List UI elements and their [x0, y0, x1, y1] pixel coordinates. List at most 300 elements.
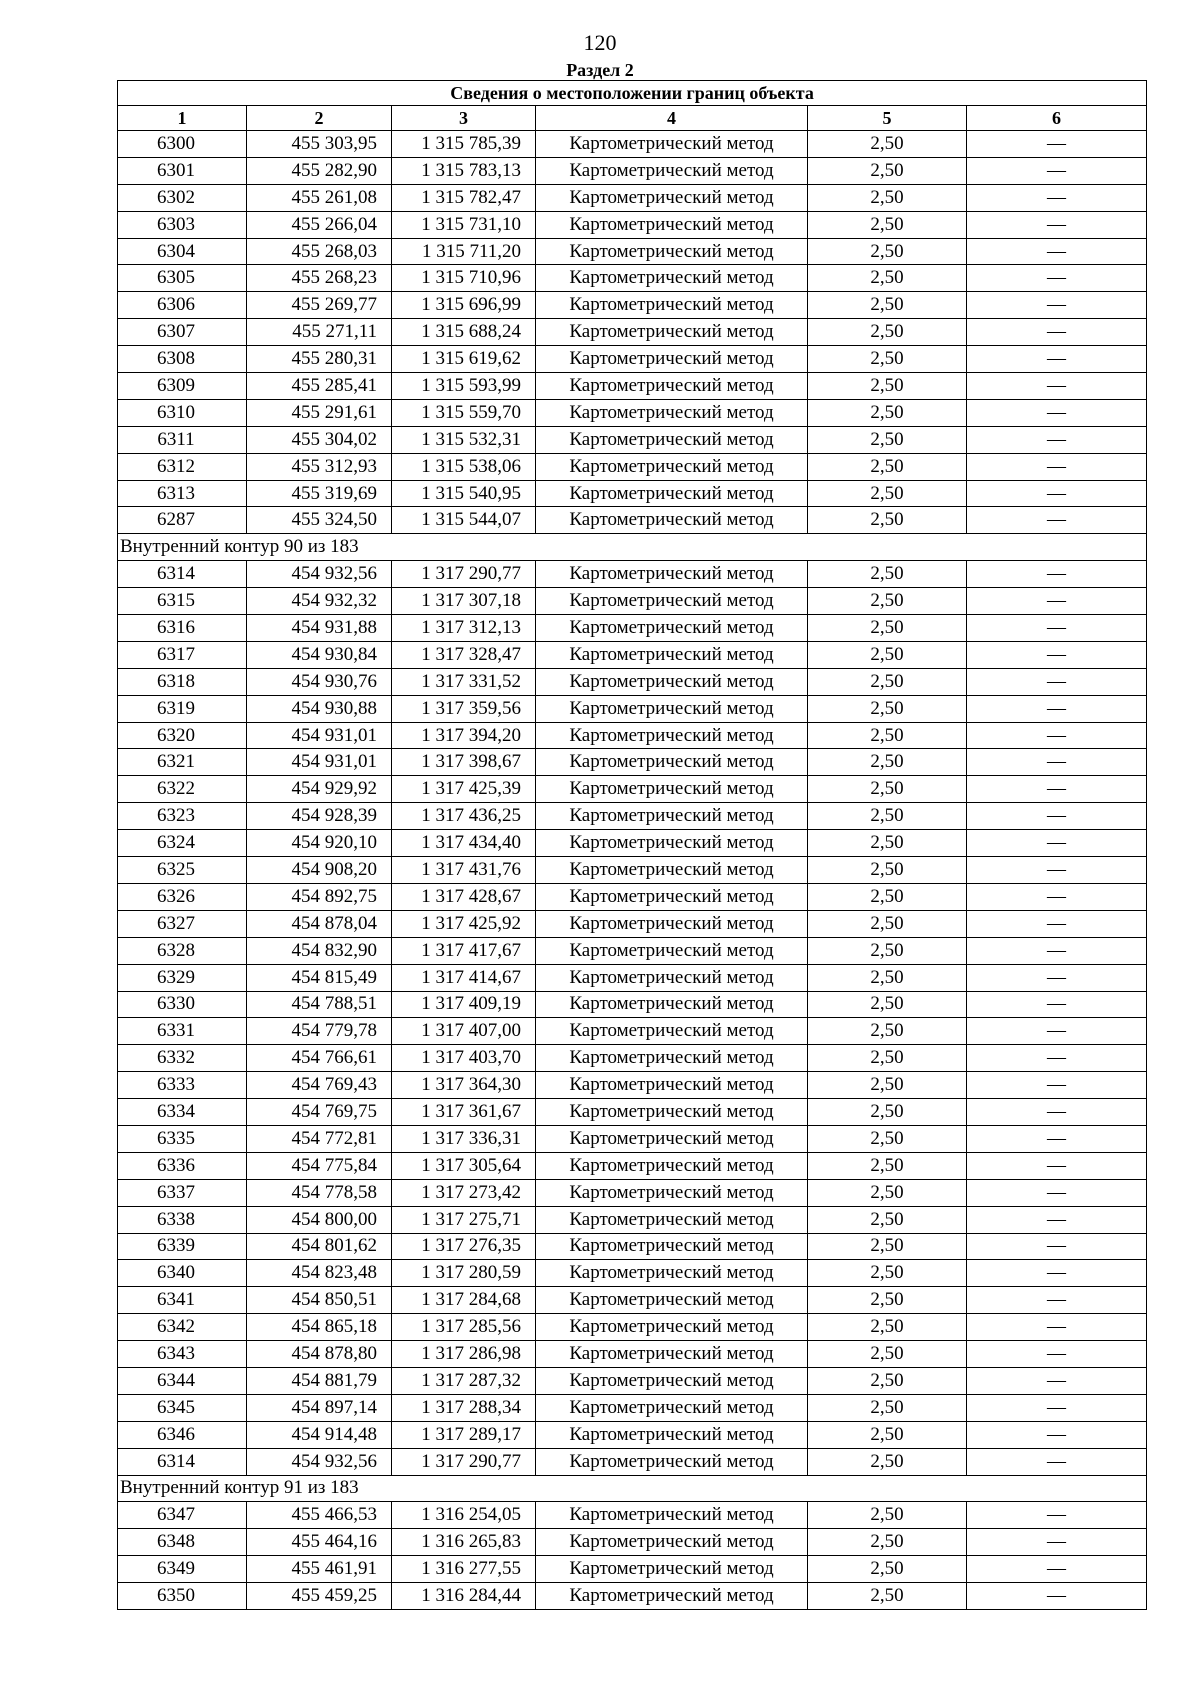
point-number-cell: 6339	[118, 1233, 247, 1260]
point-number-cell: 6350	[118, 1583, 247, 1610]
coord-y-cell: 1 317 436,25	[392, 803, 536, 830]
coord-y-cell: 1 317 409,19	[392, 991, 536, 1018]
description-cell: —	[967, 588, 1147, 615]
coord-y-cell: 1 317 285,56	[392, 1314, 536, 1341]
column-header: 6	[967, 106, 1147, 131]
method-cell: Картометрический метод	[536, 1045, 808, 1072]
method-cell: Картометрический метод	[536, 1556, 808, 1583]
table-header-row	[118, 106, 1147, 131]
description-cell: —	[967, 561, 1147, 588]
table-row	[118, 1583, 1147, 1610]
contour-label: Внутренний контур 91 из 183	[118, 1475, 1147, 1502]
coord-y-cell: 1 317 290,77	[392, 561, 536, 588]
point-number-cell: 6330	[118, 991, 247, 1018]
coord-y-cell: 1 317 414,67	[392, 964, 536, 991]
table-row	[118, 776, 1147, 803]
table-body	[118, 81, 1147, 1610]
table-row	[118, 238, 1147, 265]
description-cell: —	[967, 1421, 1147, 1448]
precision-cell: 2,50	[808, 1099, 967, 1126]
coord-y-cell: 1 317 331,52	[392, 668, 536, 695]
precision-cell: 2,50	[808, 1045, 967, 1072]
coord-y-cell: 1 315 782,47	[392, 184, 536, 211]
coord-x-cell: 454 931,88	[247, 615, 392, 642]
precision-cell: 2,50	[808, 131, 967, 158]
coord-y-cell: 1 317 428,67	[392, 883, 536, 910]
coord-x-cell: 454 929,92	[247, 776, 392, 803]
table-row	[118, 695, 1147, 722]
coord-y-cell: 1 317 286,98	[392, 1341, 536, 1368]
precision-cell: 2,50	[808, 1125, 967, 1152]
precision-cell: 2,50	[808, 1018, 967, 1045]
coord-x-cell: 454 769,43	[247, 1072, 392, 1099]
point-number-cell: 6309	[118, 373, 247, 400]
method-cell: Картометрический метод	[536, 964, 808, 991]
point-number-cell: 6332	[118, 1045, 247, 1072]
coord-x-cell: 454 769,75	[247, 1099, 392, 1126]
table-row	[118, 373, 1147, 400]
coord-x-cell: 454 930,76	[247, 668, 392, 695]
precision-cell: 2,50	[808, 749, 967, 776]
precision-cell: 2,50	[808, 1072, 967, 1099]
point-number-cell: 6321	[118, 749, 247, 776]
column-header: 5	[808, 106, 967, 131]
table-row	[118, 668, 1147, 695]
table-row	[118, 1341, 1147, 1368]
table-row	[118, 803, 1147, 830]
point-number-cell: 6307	[118, 319, 247, 346]
table-row	[118, 507, 1147, 534]
table-row	[118, 1099, 1147, 1126]
method-cell: Картометрический метод	[536, 184, 808, 211]
coord-x-cell: 454 932,56	[247, 1448, 392, 1475]
coord-x-cell: 454 897,14	[247, 1394, 392, 1421]
point-number-cell: 6349	[118, 1556, 247, 1583]
coord-y-cell: 1 317 288,34	[392, 1394, 536, 1421]
table-row	[118, 319, 1147, 346]
point-number-cell: 6336	[118, 1152, 247, 1179]
precision-cell: 2,50	[808, 426, 967, 453]
method-cell: Картометрический метод	[536, 641, 808, 668]
description-cell: —	[967, 641, 1147, 668]
point-number-cell: 6348	[118, 1529, 247, 1556]
point-number-cell: 6331	[118, 1018, 247, 1045]
coord-x-cell: 454 878,80	[247, 1341, 392, 1368]
coord-y-cell: 1 317 312,13	[392, 615, 536, 642]
precision-cell: 2,50	[808, 292, 967, 319]
method-cell: Картометрический метод	[536, 1287, 808, 1314]
method-cell: Картометрический метод	[536, 1367, 808, 1394]
precision-cell: 2,50	[808, 1260, 967, 1287]
coord-x-cell: 455 464,16	[247, 1529, 392, 1556]
precision-cell: 2,50	[808, 1341, 967, 1368]
precision-cell: 2,50	[808, 373, 967, 400]
method-cell: Картометрический метод	[536, 319, 808, 346]
point-number-cell: 6314	[118, 561, 247, 588]
method-cell: Картометрический метод	[536, 131, 808, 158]
coord-x-cell: 455 282,90	[247, 157, 392, 184]
precision-cell: 2,50	[808, 184, 967, 211]
coord-x-cell: 455 459,25	[247, 1583, 392, 1610]
coord-y-cell: 1 315 688,24	[392, 319, 536, 346]
precision-cell: 2,50	[808, 1502, 967, 1529]
description-cell: —	[967, 184, 1147, 211]
point-number-cell: 6344	[118, 1367, 247, 1394]
method-cell: Картометрический метод	[536, 1260, 808, 1287]
precision-cell: 2,50	[808, 830, 967, 857]
precision-cell: 2,50	[808, 1206, 967, 1233]
description-cell: —	[967, 238, 1147, 265]
coord-x-cell: 455 268,23	[247, 265, 392, 292]
coord-y-cell: 1 315 731,10	[392, 211, 536, 238]
table-caption-row	[118, 81, 1147, 106]
table-row	[118, 749, 1147, 776]
method-cell: Картометрический метод	[536, 453, 808, 480]
method-cell: Картометрический метод	[536, 588, 808, 615]
precision-cell: 2,50	[808, 615, 967, 642]
contour-row	[118, 534, 1147, 561]
contour-row	[118, 1475, 1147, 1502]
method-cell: Картометрический метод	[536, 507, 808, 534]
coord-y-cell: 1 315 619,62	[392, 346, 536, 373]
point-number-cell: 6326	[118, 883, 247, 910]
precision-cell: 2,50	[808, 211, 967, 238]
point-number-cell: 6319	[118, 695, 247, 722]
description-cell: —	[967, 1206, 1147, 1233]
precision-cell: 2,50	[808, 695, 967, 722]
description-cell: —	[967, 1583, 1147, 1610]
coord-x-cell: 454 801,62	[247, 1233, 392, 1260]
coord-x-cell: 455 303,95	[247, 131, 392, 158]
point-number-cell: 6314	[118, 1448, 247, 1475]
coord-y-cell: 1 317 307,18	[392, 588, 536, 615]
precision-cell: 2,50	[808, 1287, 967, 1314]
point-number-cell: 6342	[118, 1314, 247, 1341]
method-cell: Картометрический метод	[536, 480, 808, 507]
coord-x-cell: 454 878,04	[247, 910, 392, 937]
point-number-cell: 6316	[118, 615, 247, 642]
precision-cell: 2,50	[808, 588, 967, 615]
coord-y-cell: 1 315 544,07	[392, 507, 536, 534]
method-cell: Картометрический метод	[536, 1206, 808, 1233]
description-cell: —	[967, 964, 1147, 991]
coord-y-cell: 1 315 783,13	[392, 157, 536, 184]
coord-x-cell: 454 779,78	[247, 1018, 392, 1045]
table-row	[118, 615, 1147, 642]
coord-y-cell: 1 315 696,99	[392, 292, 536, 319]
table-row	[118, 1367, 1147, 1394]
section-title: Раздел 2	[566, 60, 634, 80]
point-number-cell: 6287	[118, 507, 247, 534]
point-number-cell: 6308	[118, 346, 247, 373]
column-header: 3	[392, 106, 536, 131]
coord-y-cell: 1 316 254,05	[392, 1502, 536, 1529]
method-cell: Картометрический метод	[536, 695, 808, 722]
method-cell: Картометрический метод	[536, 776, 808, 803]
point-number-cell: 6311	[118, 426, 247, 453]
coord-y-cell: 1 315 593,99	[392, 373, 536, 400]
table-row	[118, 453, 1147, 480]
coord-x-cell: 455 269,77	[247, 292, 392, 319]
point-number-cell: 6312	[118, 453, 247, 480]
precision-cell: 2,50	[808, 319, 967, 346]
precision-cell: 2,50	[808, 1179, 967, 1206]
coord-y-cell: 1 317 431,76	[392, 857, 536, 884]
table-row	[118, 131, 1147, 158]
column-header: 4	[536, 106, 808, 131]
coord-y-cell: 1 317 290,77	[392, 1448, 536, 1475]
method-cell: Картометрический метод	[536, 561, 808, 588]
contour-label: Внутренний контур 90 из 183	[118, 534, 1147, 561]
precision-cell: 2,50	[808, 507, 967, 534]
table-row	[118, 1314, 1147, 1341]
method-cell: Картометрический метод	[536, 211, 808, 238]
precision-cell: 2,50	[808, 453, 967, 480]
method-cell: Картометрический метод	[536, 830, 808, 857]
point-number-cell: 6343	[118, 1341, 247, 1368]
point-number-cell: 6310	[118, 399, 247, 426]
method-cell: Картометрический метод	[536, 426, 808, 453]
description-cell: —	[967, 1394, 1147, 1421]
coord-x-cell: 454 931,01	[247, 749, 392, 776]
description-cell: —	[967, 668, 1147, 695]
precision-cell: 2,50	[808, 561, 967, 588]
description-cell: —	[967, 292, 1147, 319]
description-cell: —	[967, 157, 1147, 184]
description-cell: —	[967, 910, 1147, 937]
table-row	[118, 184, 1147, 211]
method-cell: Картометрический метод	[536, 1314, 808, 1341]
description-cell: —	[967, 346, 1147, 373]
description-cell: —	[967, 1233, 1147, 1260]
coord-y-cell: 1 317 407,00	[392, 1018, 536, 1045]
point-number-cell: 6328	[118, 937, 247, 964]
method-cell: Картометрический метод	[536, 1233, 808, 1260]
coord-x-cell: 454 914,48	[247, 1421, 392, 1448]
column-header: 2	[247, 106, 392, 131]
coord-x-cell: 455 312,93	[247, 453, 392, 480]
precision-cell: 2,50	[808, 265, 967, 292]
table-row	[118, 1152, 1147, 1179]
method-cell: Картометрический метод	[536, 1583, 808, 1610]
coord-x-cell: 454 788,51	[247, 991, 392, 1018]
coord-x-cell: 454 772,81	[247, 1125, 392, 1152]
table-row	[118, 1206, 1147, 1233]
description-cell: —	[967, 399, 1147, 426]
precision-cell: 2,50	[808, 480, 967, 507]
table-row	[118, 910, 1147, 937]
method-cell: Картометрический метод	[536, 1529, 808, 1556]
point-number-cell: 6320	[118, 722, 247, 749]
table-caption: Сведения о местоположении границ объекта	[118, 81, 1147, 106]
table-row	[118, 722, 1147, 749]
method-cell: Картометрический метод	[536, 1125, 808, 1152]
point-number-cell: 6302	[118, 184, 247, 211]
coord-y-cell: 1 317 284,68	[392, 1287, 536, 1314]
coord-x-cell: 454 932,32	[247, 588, 392, 615]
coord-x-cell: 454 930,84	[247, 641, 392, 668]
table-row	[118, 641, 1147, 668]
description-cell: —	[967, 1045, 1147, 1072]
method-cell: Картометрический метод	[536, 857, 808, 884]
table-row	[118, 346, 1147, 373]
coord-x-cell: 454 931,01	[247, 722, 392, 749]
table-row	[118, 1394, 1147, 1421]
precision-cell: 2,50	[808, 238, 967, 265]
precision-cell: 2,50	[808, 641, 967, 668]
precision-cell: 2,50	[808, 991, 967, 1018]
method-cell: Картометрический метод	[536, 910, 808, 937]
method-cell: Картометрический метод	[536, 1072, 808, 1099]
description-cell: —	[967, 265, 1147, 292]
coord-y-cell: 1 315 710,96	[392, 265, 536, 292]
point-number-cell: 6337	[118, 1179, 247, 1206]
description-cell: —	[967, 1072, 1147, 1099]
description-cell: —	[967, 830, 1147, 857]
coord-y-cell: 1 317 398,67	[392, 749, 536, 776]
coord-x-cell: 455 324,50	[247, 507, 392, 534]
precision-cell: 2,50	[808, 346, 967, 373]
coord-y-cell: 1 317 273,42	[392, 1179, 536, 1206]
description-cell: —	[967, 1099, 1147, 1126]
method-cell: Картометрический метод	[536, 1179, 808, 1206]
method-cell: Картометрический метод	[536, 668, 808, 695]
coord-y-cell: 1 315 540,95	[392, 480, 536, 507]
coord-x-cell: 454 892,75	[247, 883, 392, 910]
point-number-cell: 6304	[118, 238, 247, 265]
description-cell: —	[967, 453, 1147, 480]
precision-cell: 2,50	[808, 1233, 967, 1260]
coord-y-cell: 1 317 425,92	[392, 910, 536, 937]
table-row	[118, 1045, 1147, 1072]
method-cell: Картометрический метод	[536, 157, 808, 184]
coord-x-cell: 454 832,90	[247, 937, 392, 964]
coord-y-cell: 1 316 284,44	[392, 1583, 536, 1610]
point-number-cell: 6322	[118, 776, 247, 803]
method-cell: Картометрический метод	[536, 803, 808, 830]
coord-y-cell: 1 317 394,20	[392, 722, 536, 749]
table-row	[118, 857, 1147, 884]
coord-y-cell: 1 317 336,31	[392, 1125, 536, 1152]
coord-x-cell: 454 775,84	[247, 1152, 392, 1179]
coord-x-cell: 455 304,02	[247, 426, 392, 453]
coord-y-cell: 1 315 711,20	[392, 238, 536, 265]
method-cell: Картометрический метод	[536, 883, 808, 910]
point-number-cell: 6333	[118, 1072, 247, 1099]
method-cell: Картометрический метод	[536, 1502, 808, 1529]
precision-cell: 2,50	[808, 857, 967, 884]
boundary-table	[117, 80, 1147, 1610]
method-cell: Картометрический метод	[536, 991, 808, 1018]
coord-x-cell: 454 930,88	[247, 695, 392, 722]
method-cell: Картометрический метод	[536, 722, 808, 749]
description-cell: —	[967, 426, 1147, 453]
point-number-cell: 6318	[118, 668, 247, 695]
precision-cell: 2,50	[808, 1583, 967, 1610]
precision-cell: 2,50	[808, 1529, 967, 1556]
precision-cell: 2,50	[808, 1421, 967, 1448]
coord-y-cell: 1 317 305,64	[392, 1152, 536, 1179]
coord-y-cell: 1 317 287,32	[392, 1367, 536, 1394]
description-cell: —	[967, 1125, 1147, 1152]
method-cell: Картометрический метод	[536, 373, 808, 400]
precision-cell: 2,50	[808, 803, 967, 830]
point-number-cell: 6323	[118, 803, 247, 830]
coord-x-cell: 455 461,91	[247, 1556, 392, 1583]
table-row	[118, 211, 1147, 238]
description-cell: —	[967, 776, 1147, 803]
table-row	[118, 426, 1147, 453]
coord-y-cell: 1 317 361,67	[392, 1099, 536, 1126]
table-row	[118, 1502, 1147, 1529]
description-cell: —	[967, 1260, 1147, 1287]
table-row	[118, 1529, 1147, 1556]
coord-y-cell: 1 315 538,06	[392, 453, 536, 480]
precision-cell: 2,50	[808, 668, 967, 695]
table-row	[118, 1260, 1147, 1287]
description-cell: —	[967, 1556, 1147, 1583]
coord-x-cell: 455 280,31	[247, 346, 392, 373]
method-cell: Картометрический метод	[536, 1099, 808, 1126]
description-cell: —	[967, 373, 1147, 400]
description-cell: —	[967, 131, 1147, 158]
table-row	[118, 1018, 1147, 1045]
precision-cell: 2,50	[808, 1448, 967, 1475]
coord-y-cell: 1 317 359,56	[392, 695, 536, 722]
point-number-cell: 6335	[118, 1125, 247, 1152]
coord-x-cell: 455 285,41	[247, 373, 392, 400]
coord-y-cell: 1 317 289,17	[392, 1421, 536, 1448]
point-number-cell: 6347	[118, 1502, 247, 1529]
description-cell: —	[967, 1314, 1147, 1341]
coord-y-cell: 1 317 364,30	[392, 1072, 536, 1099]
description-cell: —	[967, 1448, 1147, 1475]
description-cell: —	[967, 991, 1147, 1018]
description-cell: —	[967, 857, 1147, 884]
coord-y-cell: 1 317 403,70	[392, 1045, 536, 1072]
coord-x-cell: 455 261,08	[247, 184, 392, 211]
description-cell: —	[967, 695, 1147, 722]
table-row	[118, 1556, 1147, 1583]
table-row	[118, 1421, 1147, 1448]
coord-x-cell: 454 865,18	[247, 1314, 392, 1341]
coord-y-cell: 1 315 559,70	[392, 399, 536, 426]
point-number-cell: 6338	[118, 1206, 247, 1233]
point-number-cell: 6341	[118, 1287, 247, 1314]
coord-x-cell: 455 466,53	[247, 1502, 392, 1529]
coord-x-cell: 454 881,79	[247, 1367, 392, 1394]
description-cell: —	[967, 1502, 1147, 1529]
precision-cell: 2,50	[808, 910, 967, 937]
coord-x-cell: 454 800,00	[247, 1206, 392, 1233]
point-number-cell: 6315	[118, 588, 247, 615]
point-number-cell: 6340	[118, 1260, 247, 1287]
table-row	[118, 830, 1147, 857]
coord-y-cell: 1 315 785,39	[392, 131, 536, 158]
description-cell: —	[967, 319, 1147, 346]
table-row	[118, 292, 1147, 319]
point-number-cell: 6334	[118, 1099, 247, 1126]
description-cell: —	[967, 883, 1147, 910]
description-cell: —	[967, 749, 1147, 776]
coord-x-cell: 454 920,10	[247, 830, 392, 857]
point-number-cell: 6303	[118, 211, 247, 238]
description-cell: —	[967, 507, 1147, 534]
coord-x-cell: 455 271,11	[247, 319, 392, 346]
description-cell: —	[967, 803, 1147, 830]
coord-y-cell: 1 317 328,47	[392, 641, 536, 668]
coord-x-cell: 454 850,51	[247, 1287, 392, 1314]
